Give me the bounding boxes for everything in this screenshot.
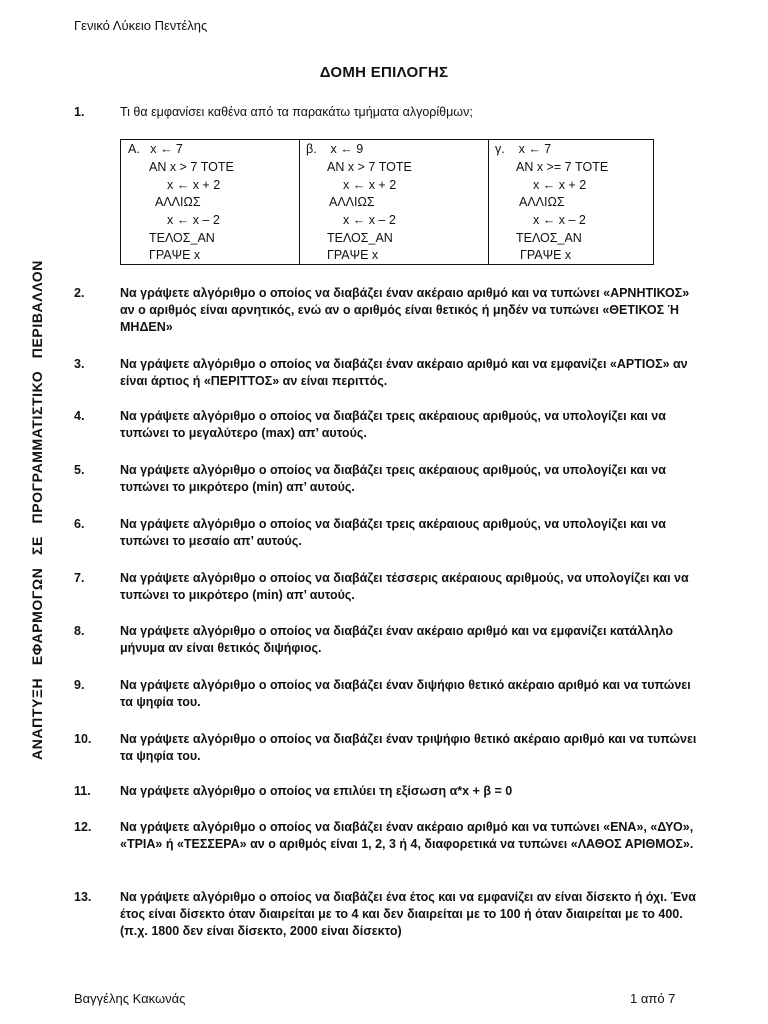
algorithm-column-c: [488, 140, 653, 264]
algo-line: ΓΡΑΨΕ x: [149, 248, 201, 262]
algorithm-column-b: [299, 140, 488, 264]
question-10: [74, 731, 704, 765]
algo-line: γ. x ← 7: [495, 142, 552, 156]
question-number: 10.: [74, 732, 92, 746]
algo-line: ΑΛΛΙΩΣ: [519, 195, 565, 209]
question-number: 1.: [74, 105, 85, 119]
question-text: Να γράψετε αλγόριθμο ο οποίος να διαβάζει έναν διψήφιο θετικό ακέραιο αριθμό και να τυπώνει τα ψηφία του.: [120, 678, 691, 709]
footer-page-number: 1 από 7: [630, 991, 676, 1006]
question-number: 11.: [74, 784, 91, 798]
question-2: [74, 285, 704, 336]
question-13: [74, 889, 704, 940]
question-text: Να γράψετε αλγόριθμο ο οποίος να διαβάζει τρεις ακέραιους αριθμούς, να υπολογίζει και να τυπώνει το μικρότερο (min) απ’ αυτούς.: [120, 463, 666, 494]
side-word: ΠΕΡΙΒΑΛΛΟΝ: [29, 260, 45, 359]
algo-line: x ← x – 2: [533, 213, 586, 227]
side-word: ΠΡΟΓΡΑΜΜΑΤΙΣΤΙΚΟ: [29, 370, 45, 524]
question-text: Να γράψετε αλγόριθμο ο οποίος να διαβάζει έναν ακέραιο αριθμό και να τυπώνει «ΑΡΝΗΤΙΚΟΣ» αν ο αριθμός είναι αρνητικός, ενώ αν ο αριθμός είναι θετικός ή μηδέν να τυπώνει «ΘΕΤΙΚΟΣ Ή ΜΗΔΕΝ»: [120, 286, 690, 334]
question-number: 5.: [74, 463, 85, 477]
question-3: [74, 356, 704, 390]
side-word: ΑΝΑΠΤΥΞΗ: [29, 677, 45, 760]
question-5: [74, 462, 704, 496]
algo-line: ΑΝ x > 7 ΤΟΤΕ: [149, 160, 234, 174]
question-text: Να γράψετε αλγόριθμο ο οποίος να διαβάζει έναν ακέραιο αριθμό και να εμφανίζει κατάλληλο μήνυμα αν είναι θετικός διψήφιος.: [120, 624, 674, 655]
algo-line: β. x ← 9: [306, 142, 364, 156]
question-number: 7.: [74, 571, 85, 585]
question-number: 12.: [74, 820, 92, 834]
algo-line: ΤΕΛΟΣ_ΑΝ: [516, 231, 582, 245]
school-header: Γενικό Λύκειο Πεντέλης: [74, 18, 208, 33]
question-4: [74, 408, 704, 442]
question-text: Να γράψετε αλγόριθμο ο οποίος να διαβάζει τρεις ακέραιους αριθμούς, να υπολογίζει και να τυπώνει το μεσαίο απ’ αυτούς.: [120, 517, 666, 548]
algo-line: ΤΕΛΟΣ_ΑΝ: [149, 231, 215, 245]
algo-line: Α. x ← 7: [128, 142, 183, 156]
algo-line: ΑΛΛΙΩΣ: [155, 195, 201, 209]
algo-line: ΑΝ x >= 7 ΤΟΤΕ: [516, 160, 609, 174]
question-number: 3.: [74, 357, 85, 371]
algo-line: x ← x + 2: [343, 178, 397, 192]
algo-line: x ← x + 2: [167, 178, 221, 192]
footer-author: Βαγγέλης Κακωνάς: [74, 991, 186, 1006]
page-title: ΔΟΜΗ ΕΠΙΛΟΓΗΣ: [319, 64, 449, 81]
algo-line: x ← x – 2: [167, 213, 220, 227]
side-word: ΣΕ: [29, 536, 45, 555]
question-text: Να γράψετε αλγόριθμο ο οποίος να διαβάζει έναν τριψήφιο θετικό ακέραιο αριθμό και να τυπώνει τα ψηφία του.: [120, 732, 697, 763]
question-number: 4.: [74, 409, 85, 423]
question-8: [74, 623, 704, 657]
question-7: [74, 570, 704, 604]
question-text: Να γράψετε αλγόριθμο ο οποίος να διαβάζει έναν ακέραιο αριθμό και να εμφανίζει «ΑΡΤΙΟΣ» αν είναι άρτιος ή «ΠΕΡΙΤΤΟΣ» αν είναι περιττός.: [120, 357, 688, 388]
question-number: 8.: [74, 624, 85, 638]
question-text: Να γράψετε αλγόριθμο ο οποίος να διαβάζει ένα έτος και να εμφανίζει αν είναι δίσεκτο ή όχι. Ένα έτος είναι δίσεκτο όταν διαιρείται με το 4 και δεν διαιρείται με το 100 ή όταν διαιρείται με το 400. (π.χ. 1800 δεν είναι δίσεκτο, 2000 είναι δίσεκτο): [120, 890, 696, 938]
question-6: [74, 516, 704, 550]
algo-line: ΓΡΑΨΕ x: [327, 248, 379, 262]
question-text: Να γράψετε αλγόριθμο ο οποίος να διαβάζει τέσσερις ακέραιους αριθμούς, να υπολογίζει και να τυπώνει το μικρότερο (min) απ’ αυτούς.: [120, 571, 689, 602]
algo-line: x ← x + 2: [533, 178, 587, 192]
algorithm-table: [120, 139, 654, 265]
question-text: Να γράψετε αλγόριθμο ο οποίος να επιλύει τη εξίσωση α*x + β = 0: [120, 784, 513, 798]
question-number: 2.: [74, 286, 85, 300]
question-9: [74, 677, 704, 711]
question-number: 6.: [74, 517, 85, 531]
algo-line: ΤΕΛΟΣ_ΑΝ: [327, 231, 393, 245]
algo-line: ΓΡΑΨΕ x: [520, 248, 572, 262]
question-11: [74, 783, 704, 800]
question-text: Τι θα εμφανίσει καθένα από τα παρακάτω τμήματα αλγορίθμων;: [120, 105, 473, 119]
question-text: Να γράψετε αλγόριθμο ο οποίος να διαβάζει έναν ακέραιο αριθμό και να τυπώνει «ΕΝΑ», «ΔΥΟ», «ΤΡΙΑ» ή «ΤΕΣΣΕΡΑ» αν ο αριθμός είναι 1, 2, 3 ή 4, διαφορετικά να τυπώνει «ΛΑΘΟΣ ΑΡΙΘΜΟΣ».: [120, 820, 694, 851]
question-12: [74, 819, 704, 853]
algo-line: ΑΛΛΙΩΣ: [329, 195, 375, 209]
question-number: 13.: [74, 890, 92, 904]
question-1: [74, 104, 704, 121]
algorithm-column-a: [121, 140, 299, 264]
side-word: ΕΦΑΡΜΟΓΩΝ: [29, 567, 45, 666]
question-text: Να γράψετε αλγόριθμο ο οποίος να διαβάζει τρεις ακέραιους αριθμούς, να υπολογίζει και να τυπώνει το μεγαλύτερο (max) απ’ αυτούς.: [120, 409, 666, 440]
side-vertical-title: [27, 260, 47, 760]
algo-line: x ← x – 2: [343, 213, 396, 227]
algo-line: ΑΝ x > 7 ΤΟΤΕ: [327, 160, 412, 174]
question-number: 9.: [74, 678, 85, 692]
